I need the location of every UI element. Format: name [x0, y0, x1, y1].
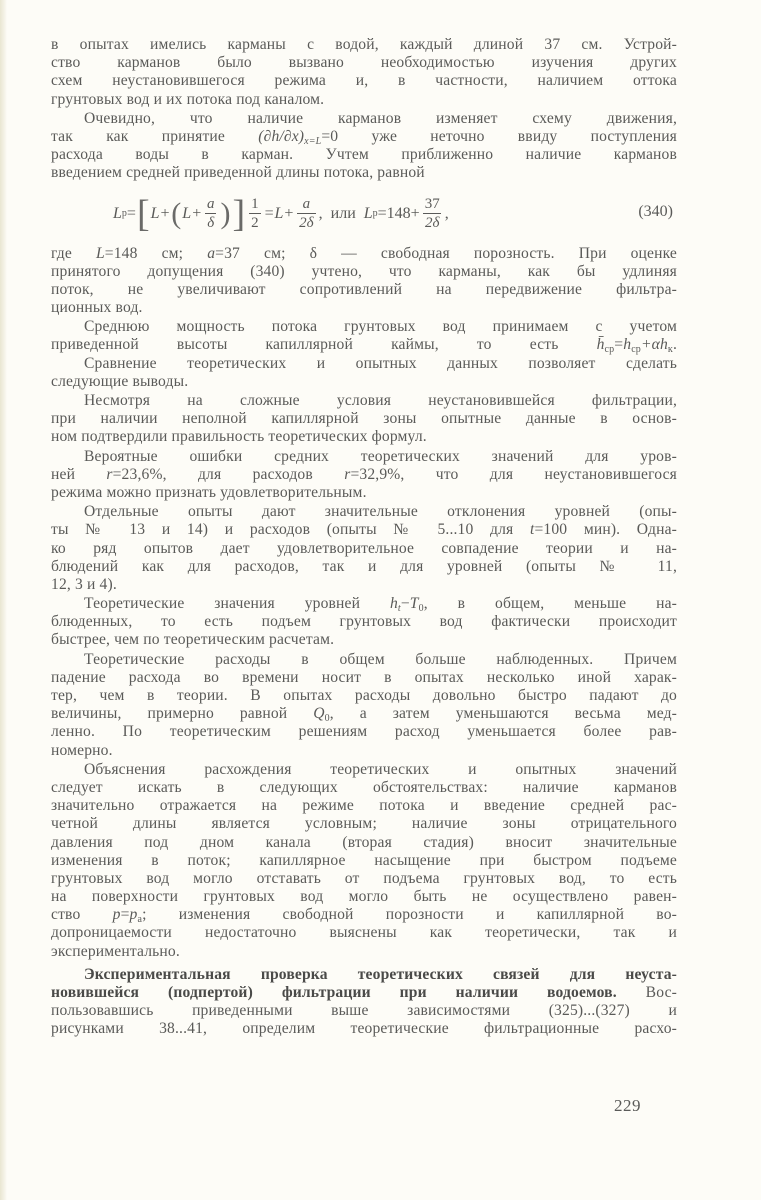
fraction-numerator: a — [207, 196, 215, 212]
text-span: =100 мин). Одна- — [534, 521, 678, 539]
math-var: L — [363, 204, 373, 222]
text-line: следует искать в следующих обстоятельствах: наличие карманов — [51, 778, 677, 796]
text-span: приведенной высоты капиллярной каймы, то есть — [51, 336, 597, 354]
math-subscript: a — [137, 914, 143, 926]
text-line: следующие выводы. — [51, 372, 189, 390]
paragraph-pockets-intro — [51, 36, 677, 109]
text-line: пользовавшись приведенными выше зависимостями (325)...(327) и — [51, 1002, 677, 1020]
text-line: на поверхности грунтовых вод могло быть не осуществлено равен- — [51, 888, 677, 906]
paragraph-where-definitions — [51, 245, 677, 318]
text-span: . — [672, 336, 677, 354]
math-op: = — [126, 204, 136, 222]
text-line: Сравнение теоретических и опытных данных позволяет сделать — [84, 354, 677, 372]
math-subscript: x=L — [304, 135, 322, 147]
math-var: r — [344, 465, 351, 483]
text-line: грунтовых вод и их потока под каналом. — [51, 90, 325, 108]
math-op: − — [400, 595, 410, 613]
math-term: =L+ — [263, 204, 295, 222]
fraction-numerator: 37 — [424, 196, 440, 212]
text-line: допроницаемости недостаточно выяснены как теоретически, так и — [51, 924, 677, 942]
equation-number: (340) — [638, 202, 673, 220]
math-var: L — [113, 204, 122, 222]
text-line: схем неустановившегося режима и, в частности, наличием оттока — [51, 72, 677, 90]
math-var: T — [409, 595, 419, 613]
text-line: рисунками 38...41, определим теоретические фильтрационные расхо- — [51, 1020, 677, 1038]
text-line: ко ряд опытов дает удовлетворительное совпадение теории и на- — [51, 539, 677, 557]
text-line — [51, 128, 677, 146]
section-run-in-heading: Экспериментальная проверка теоретических связей для неуста- — [84, 965, 677, 983]
math-var: h̄ — [596, 336, 605, 354]
text-span: ты № 13 и 14) и расходов (опыты № 5...10 для — [51, 521, 530, 539]
text-span: , в общем, меньше на- — [423, 595, 677, 613]
math-var: r — [106, 465, 113, 483]
math-punct: , — [444, 204, 449, 222]
text-span: где — [51, 244, 96, 262]
text-line: Теоретические расходы в общем больше наблюденных. Причем — [84, 650, 677, 668]
text-line: блюдений как для расходов, так и для уровней (опыты № 11, — [51, 557, 677, 575]
math-var: h — [623, 336, 632, 354]
text-line: четной длины является условным; наличие зоны отрицательного — [51, 815, 677, 833]
math-fraction — [297, 195, 315, 232]
text-span: Теоретические значения уровней — [84, 595, 390, 613]
math-op: = — [120, 906, 130, 924]
text-line — [51, 984, 677, 1002]
paragraph-flow-scheme — [51, 110, 677, 183]
fraction-denominator: 2δ — [299, 215, 314, 231]
math-op: = — [614, 336, 624, 354]
text-line: поток, не увеличивают сопротивлений на передвижение фильтра- — [51, 280, 677, 298]
text-line: ленно. По теоретическим решениям расход уменьшается более рав- — [51, 723, 677, 741]
text-line — [51, 466, 677, 484]
math-var: p — [129, 906, 138, 924]
math-subscript: ср — [604, 344, 615, 356]
text-line: падение расхода во времени носит в опытах несколько иной харак- — [51, 668, 677, 686]
math-derivative: (∂h/∂x) — [258, 127, 305, 145]
text-line: принятого допущения (340) учтено, что карманы, как бы удлиняя — [51, 262, 677, 280]
paragraph-explanations — [51, 761, 677, 961]
fraction-denominator: 2 — [251, 215, 259, 231]
text-line: Среднюю мощность потока грунтовых вод принимаем с учетом — [84, 318, 677, 336]
math-var: p — [112, 906, 121, 924]
math-subscript: 0 — [324, 713, 330, 725]
text-line — [51, 705, 677, 723]
text-span: =23,6%, для расходов — [112, 465, 345, 483]
math-fraction — [205, 195, 217, 232]
math-term: +α — [640, 336, 660, 354]
text-span: Вос- — [616, 984, 677, 1001]
math-var: t — [529, 521, 535, 539]
text-line: значительно отражается на режиме потока и введение средней рас- — [51, 797, 677, 815]
fraction-denominator: 2δ — [424, 215, 440, 231]
text-line — [51, 595, 677, 613]
paragraph-conclusion-deviations — [51, 503, 677, 594]
text-line: быстрее, чем по теоретическим расчетам. — [51, 631, 335, 649]
math-subscript: к — [667, 344, 673, 356]
math-term: L+ — [182, 204, 202, 222]
paragraph-section-experimental-check — [51, 966, 677, 1039]
math-bracket: [ — [136, 192, 150, 235]
text-line: расхода воды в карман. Учтем приближенно наличие карманов — [51, 146, 677, 164]
math-paren: ( — [171, 196, 182, 230]
equation-340 — [51, 183, 677, 245]
text-line — [51, 336, 677, 354]
math-var: Q — [313, 705, 325, 723]
page-body — [51, 36, 677, 1039]
text-line: Несмотря на сложные условия неустановившейся фильтрации, — [84, 392, 677, 409]
math-fraction — [249, 195, 261, 232]
paragraph-conclusion-1 — [51, 392, 677, 447]
math-paren: ) — [220, 196, 231, 230]
math-subscript: t — [397, 603, 401, 615]
text-line: Вероятные ошибки средних теоретических значений для уров- — [84, 447, 677, 465]
text-line: 12, 3 и 4). — [51, 575, 117, 593]
fraction-numerator: 1 — [251, 196, 259, 212]
equation-body: L р = [ L+ ( L+ $\frac{a}{\delta}$ ) ] $\frac{1}{2}$ =L+ $\frac{a}{2\delta}$ , или L р =148+ $\frac{37}{2\delta}$ , — [113, 192, 449, 235]
text-line: грунтовых вод могло отставать от подъема грунтовых вод, то есть — [51, 869, 677, 887]
text-line: Объяснения расхождения теоретических и опытных значений — [84, 760, 677, 778]
text-span: ней — [51, 465, 107, 483]
text-line: давления под дном канала (вторая стадия) вносит значительные — [51, 833, 677, 851]
math-var: h — [389, 595, 398, 613]
text-line — [51, 245, 677, 263]
page-number: 229 — [614, 1096, 641, 1115]
math-subscript: 0 — [418, 603, 424, 615]
fraction-numerator: a — [302, 196, 311, 212]
math-fraction — [423, 195, 442, 232]
text-span: =0 уже неточно ввиду поступления — [321, 127, 678, 145]
text-line: режима можно признать удовлетворительным. — [51, 483, 367, 501]
text-line: ном подтвердили правильность теоретических формул. — [51, 428, 427, 446]
paragraph-comparison — [51, 355, 677, 391]
text-line: в опытах имелись карманы с водой, каждый длиной 37 см. Устрой- — [51, 36, 677, 53]
math-term: L+ — [150, 204, 171, 222]
text-line: ство карманов было вызвано необходимостью изучения других — [51, 54, 677, 72]
text-line: номерно. — [51, 741, 113, 759]
paragraph-mean-thickness — [51, 318, 677, 354]
fraction-denominator: δ — [207, 215, 215, 231]
math-var: a — [207, 244, 216, 262]
math-bracket: ] — [232, 192, 246, 235]
text-span: величины, примерно равной — [51, 705, 314, 723]
text-line: тер, чем в теории. В опытах расходы довольно быстро падают до — [51, 687, 677, 704]
math-var: h — [659, 336, 668, 354]
text-span: , а затем уменьшаются весьма мед- — [329, 705, 678, 723]
text-line — [51, 521, 677, 539]
text-line: введением средней приведенной длины потока, равной — [51, 164, 425, 182]
text-span: ство — [51, 906, 113, 924]
text-span: ; изменения свободной порозности и капиллярной во- — [142, 906, 678, 924]
paragraph-conclusion-levels — [51, 595, 677, 650]
text-line: блюденных, то есть подъем грунтовых вод фактически происходит — [51, 613, 677, 631]
text-line: экспериментально. — [51, 942, 180, 960]
text-line: Очевидно, что наличие карманов изменяет схему движения, — [84, 109, 677, 127]
text-line: ционных вод. — [51, 299, 143, 317]
math-subscript: ср — [631, 344, 641, 356]
text-span: =148 см; — [104, 244, 208, 262]
section-run-in-heading: новившейся (подпертой) фильтрации при наличии водоемов. — [51, 984, 617, 1001]
text-span: =37 см; δ — свободная порозность. При оценке — [215, 244, 677, 262]
math-connector: , или — [318, 204, 364, 222]
text-line — [51, 906, 677, 924]
text-line: изменения в поток; капиллярное насыщение при быстром подъеме — [51, 851, 677, 869]
text-span: =32,9%, что для неустановившегося — [350, 465, 677, 483]
paragraph-conclusion-errors — [51, 448, 677, 503]
text-span: так как принятие — [51, 127, 259, 145]
book-spine-shadow — [0, 0, 7, 1200]
math-term: =148+ — [377, 204, 420, 222]
text-line: Отдельные опыты дают значительные отклонения уровней (опы- — [84, 503, 677, 521]
math-var: L — [95, 244, 105, 262]
text-line: при наличии неполной капиллярной зоны опытные данные в основ- — [51, 410, 677, 428]
paragraph-conclusion-discharges — [51, 651, 677, 760]
